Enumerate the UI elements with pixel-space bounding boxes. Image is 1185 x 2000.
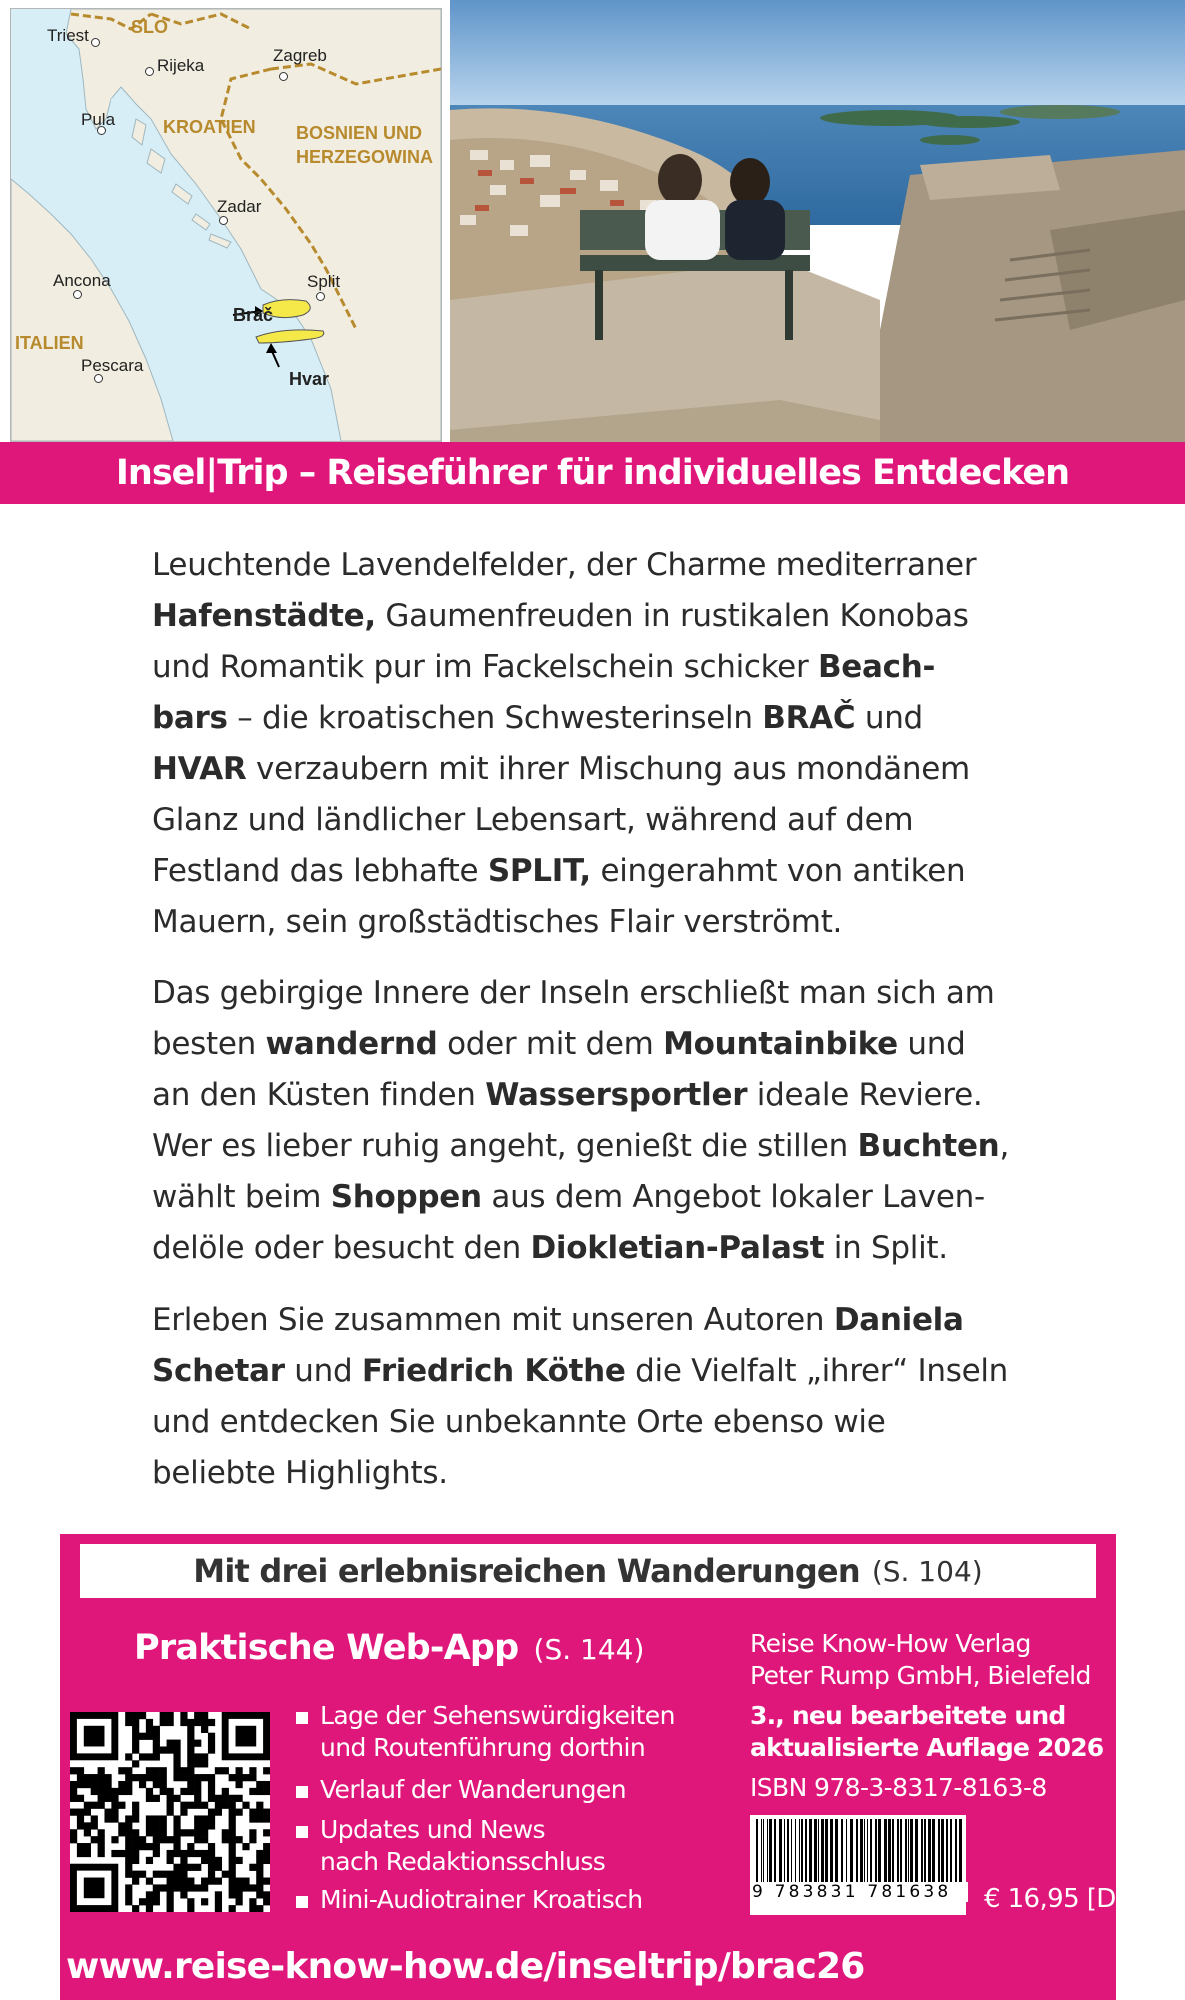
emphasis: wandernd: [265, 1026, 438, 1062]
map-city-ancona: Ancona: [53, 271, 111, 290]
map-label-bosnien-1: BOSNIEN UND: [296, 123, 423, 143]
bullet-1-line-1: Lage der Sehenswürdigkeiten: [320, 1701, 675, 1730]
text-line: Erleben Sie zusammen mit unseren Autoren Daniela: [152, 1302, 964, 1338]
city-dot: [316, 292, 325, 301]
bullet-square-icon: [296, 1786, 308, 1798]
edition-info: [750, 1700, 1103, 1764]
hikes-label: Mit drei erlebnisreichen Wanderungen: [193, 1552, 860, 1590]
barcode-digits: 9 783831 781638: [752, 1882, 968, 1902]
city-dot: [91, 38, 100, 47]
text-line: bars – die kroatischen Schwesterinseln BRAČ und: [152, 700, 923, 736]
intro-paragraph-3: [152, 1295, 1032, 1499]
isbn: ISBN 978-3-8317-8163-8: [750, 1773, 1047, 1802]
emphasis: Shoppen: [330, 1179, 482, 1215]
city-dot: [73, 290, 82, 299]
map-city-pula: Pula: [81, 110, 116, 129]
hikes-box: [80, 1544, 1096, 1598]
publisher-line-2: Peter Rump GmbH, Bielefeld: [750, 1661, 1091, 1690]
text-line: Leuchtende Lavendelfelder, der Charme mediterraner: [152, 547, 977, 583]
bullet-4-line-1: Mini-Audiotrainer Kroatisch: [320, 1885, 643, 1914]
bullet-2-line-1: Verlauf der Wanderungen: [320, 1775, 626, 1804]
map-city-zagreb: Zagreb: [273, 46, 327, 65]
hikes-page: (S. 104): [871, 1554, 983, 1588]
map-island-brac: Brač: [233, 305, 274, 325]
emphasis: Hafenstädte,: [152, 598, 376, 634]
website-link[interactable]: www.reise-know-how.de/inseltrip/brac26: [66, 1946, 865, 1987]
p3-lines: [152, 1295, 1032, 1499]
map-city-trieste: Triest: [47, 26, 89, 45]
text-line: HVAR verzaubern mit ihrer Mischung aus mondänem: [152, 751, 970, 787]
emphasis: Beach-: [817, 649, 936, 685]
webapp-heading: [134, 1628, 644, 1668]
text-line: Festland das lebhafte SPLIT, eingerahmt von antiken: [152, 853, 966, 889]
city-dot: [279, 72, 288, 81]
map-label-kroatien: KROATIEN: [163, 117, 256, 137]
bullet-3-line-1: Updates und News: [320, 1815, 545, 1844]
price: € 16,95 [D]: [984, 1884, 1126, 1914]
text-line: und Romantik pur im Fackelschein schicker Beach-: [152, 649, 936, 685]
bullet-square-icon: [296, 1712, 308, 1724]
webapp-bullet-1: [296, 1700, 675, 1764]
emphasis: BRAČ: [762, 700, 856, 736]
emphasis: HVAR: [152, 751, 247, 787]
qr-code[interactable]: [70, 1712, 270, 1912]
barcode-bars: [750, 1815, 966, 1887]
edition-line-2: aktualisierte Auflage 2026: [750, 1733, 1104, 1762]
map-city-split: Split: [307, 272, 341, 291]
map-label-bosnien-2: HERZEGOWINA: [296, 147, 433, 167]
emphasis: Schetar: [152, 1353, 285, 1389]
text-line: delöle oder besucht den Diokletian-Palast in Split.: [152, 1230, 948, 1266]
text-line: besten wandernd oder mit dem Mountainbike und: [152, 1026, 966, 1062]
photo-graphic: [450, 0, 1185, 442]
p2-lines: [152, 968, 1032, 1274]
text-line: Das gebirgige Innere der Inseln erschließt man sich am: [152, 975, 995, 1011]
text-line: und entdecken Sie unbekannte Orte ebenso wie: [152, 1404, 886, 1440]
emphasis: Buchten: [857, 1128, 1000, 1164]
banner-text: Insel|Trip – Reiseführer für individuelles Entdecken: [115, 453, 1070, 493]
webapp-page: (S. 144): [533, 1633, 645, 1666]
map-graphic: [11, 9, 441, 441]
intro-paragraph-1: [152, 540, 1032, 948]
series-banner: [0, 442, 1185, 504]
publisher-info: [750, 1628, 1091, 1692]
text-line: wählt beim Shoppen aus dem Angebot lokaler Laven-: [152, 1179, 985, 1215]
text-line: Wer es lieber ruhig angeht, genießt die stillen Buchten,: [152, 1128, 1010, 1164]
edition-line-1: 3., neu bearbeitete und: [750, 1701, 1066, 1730]
bullet-square-icon: [296, 1896, 308, 1908]
emphasis: Daniela: [833, 1302, 964, 1338]
webapp-bullet-2: [296, 1774, 626, 1806]
webapp-bullet-3: [296, 1814, 605, 1878]
city-dot: [219, 216, 228, 225]
map-label-slo: SLO: [131, 17, 169, 37]
map-city-zadar: Zadar: [217, 197, 262, 216]
p1-lines: [152, 540, 1032, 948]
emphasis: bars: [152, 700, 228, 736]
text-line: Mauern, sein großstädtisches Flair verströmt.: [152, 904, 843, 940]
publisher-line-1: Reise Know-How Verlag: [750, 1629, 1031, 1658]
text-line: Schetar und Friedrich Köthe die Vielfalt „ihrer“ Inseln: [152, 1353, 1009, 1389]
map-city-rijeka: Rijeka: [157, 56, 205, 75]
intro-paragraph-2: [152, 968, 1032, 1274]
emphasis: SPLIT,: [487, 853, 591, 889]
city-dot: [145, 67, 154, 76]
bullet-1-line-2: und Routenführung dorthin: [320, 1733, 646, 1762]
text-line: beliebte Highlights.: [152, 1455, 448, 1491]
bullet-3-line-2: nach Redaktionsschluss: [320, 1847, 606, 1876]
emphasis: Wassersportler: [485, 1077, 748, 1113]
map-label-italien: ITALIEN: [15, 333, 84, 353]
webapp-bullet-4: [296, 1884, 643, 1916]
text-line: an den Küsten finden Wassersportler ideale Reviere.: [152, 1077, 983, 1113]
map-island-hvar: Hvar: [289, 369, 330, 389]
text-line: Hafenstädte, Gaumenfreuden in rustikalen Konobas: [152, 598, 969, 634]
emphasis: Mountainbike: [663, 1026, 898, 1062]
text-line: Glanz und ländlicher Lebensart, während auf dem: [152, 802, 914, 838]
region-map: [10, 8, 442, 442]
bullet-square-icon: [296, 1826, 308, 1838]
cover-photo-hvar: [450, 0, 1185, 442]
map-city-pescara: Pescara: [81, 356, 144, 375]
qr-code-graphic: [70, 1712, 270, 1912]
emphasis: Diokletian-Palast: [530, 1230, 825, 1266]
emphasis: Friedrich Köthe: [361, 1353, 626, 1389]
webapp-label: Praktische Web-App: [134, 1628, 519, 1668]
